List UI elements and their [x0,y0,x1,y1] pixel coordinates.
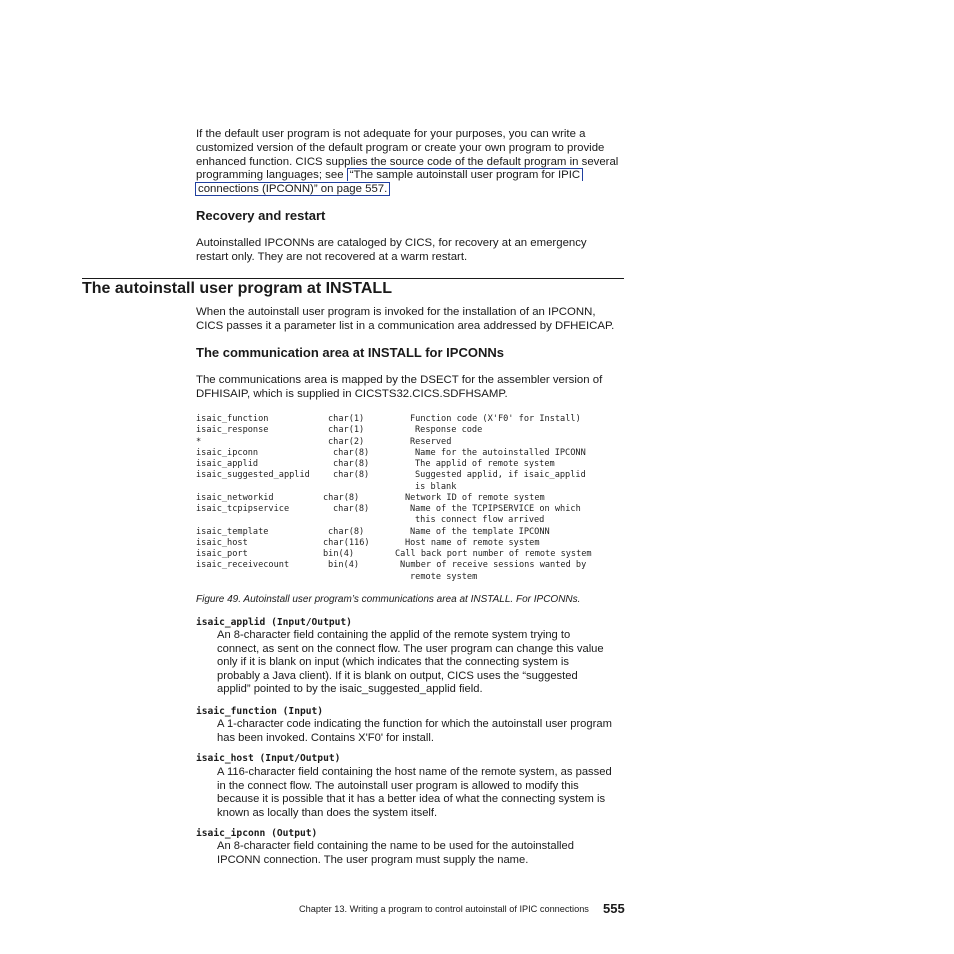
code-field-name: isaic_port [196,549,248,559]
code-field-name: isaic_function [196,414,269,424]
recovery-line: restart only. They are not recovered at a warm restart. [196,250,468,263]
code-field-type: char(116) [323,537,370,548]
commarea-line: DFHISAIP, which is supplied in CICSTS32.CICS.SDFHSAMP. [196,387,508,400]
install-line: When the autoinstall user program is invoked for the installation of an IPCONN, [196,306,596,318]
definition-line: known as locally than does the system itself. [217,806,438,819]
code-field-type: char(8) [333,504,370,514]
code-field-description: Name of the template IPCONN [410,526,550,537]
definition-term: isaic_applid (Input/Output) [196,617,352,628]
code-field-type: char(8) [333,447,370,458]
recovery-line: Autoinstalled IPCONNs are cataloged by CICS, for recovery at an emergency [196,237,587,249]
definition-line: connect, as sent on the connect flow. The user program can change this value [217,642,604,655]
definition-line: probably a Java client). If it is blank on output, CICS uses the “suggested [217,669,578,682]
definition-term: isaic_ipconn (Output) [196,828,318,839]
intro-line: enhanced function. CICS supplies the source code of the default program in several [196,155,619,168]
code-field-description: this connect flow arrived [415,515,545,526]
code-field-type: char(2) [328,436,365,447]
definition-term: isaic_function (Input) [196,706,324,717]
intro-line [196,183,626,197]
definition-line: has been invoked. Contains X'F0' for install. [217,731,434,744]
intro-line-prefix: programming languages; see [196,169,344,182]
definition-line: An 8-character field containing the name to be used for the autoinstalled [217,840,574,852]
code-field-description: Network ID of remote system [405,492,545,503]
figure-caption: Figure 49. Autoinstall user program’s communications area at INSTALL. For IPCONNs. [196,594,581,605]
code-field-description: Name of the TCPIPSERVICE on which [410,504,581,514]
code-field-type: bin(4) [323,549,355,559]
code-field-description: remote system [410,571,478,582]
definition-body [217,718,627,745]
code-field-name: isaic_receivecount [196,560,290,571]
intro-paragraph [196,128,626,197]
definition-line: applid” pointed to by the isaic_suggested_applid field. [217,683,483,696]
sample-program-link-continued[interactable]: connections (IPCONN)” on page 557. [195,182,390,196]
install-paragraph [196,306,626,334]
code-field-name: isaic_response [196,425,269,436]
code-field-description: is blank [415,481,457,492]
definition-line: A 1-character code indicating the function for which the autoinstall user program [217,718,612,730]
code-field-type: char(8) [333,459,370,469]
code-field-description: The applid of remote system [415,459,555,469]
install-section-heading: The autoinstall user program at INSTALL [82,280,392,297]
code-field-type: bin(4) [328,560,360,571]
recovery-heading: Recovery and restart [196,208,326,223]
code-field-description: Suggested applid, if isaic_applid [415,470,586,481]
code-field-description: Number of receive sessions wanted by [400,560,587,571]
code-field-name: isaic_ipconn [196,447,259,458]
code-field-type: char(8) [333,470,370,481]
intro-line [196,169,626,183]
definition-line: A 116-character field containing the host name of the remote system, as passed [217,766,612,778]
recovery-paragraph [196,237,626,265]
definition-body [217,629,627,697]
definition-line: IPCONN connection. The user program must supply the name. [217,853,529,866]
commarea-heading: The communication area at INSTALL for IPCONNs [196,345,504,360]
code-field-name: isaic_suggested_applid [196,470,310,481]
code-field-name: isaic_host [196,537,248,548]
code-field-type: char(8) [323,492,360,503]
sample-program-link[interactable]: “The sample autoinstall user program for IPIC [347,168,583,181]
definition-term: isaic_host (Input/Output) [196,753,341,764]
code-field-name: isaic_applid [196,459,259,469]
code-field-type: char(8) [328,526,365,537]
definition-line: only if it is blank on input (which indicates that the connecting system is [217,656,569,669]
code-field-description: Name for the autoinstalled IPCONN [415,447,586,458]
chapter-footer: Chapter 13. Writing a program to control autoinstall of IPIC connections [299,904,589,914]
page-number: 555 [603,901,625,916]
intro-line: customized version of the default program or create your own program to provide [196,141,605,154]
code-field-description: Reserved [410,436,452,447]
dsect-code-listing [196,414,626,586]
code-field-name: isaic_networkid [196,492,274,503]
install-line: CICS passes it a parameter list in a communication area addressed by DFHEICAP. [196,319,615,332]
definition-body [217,766,627,820]
code-field-name: isaic_tcpipservice [196,504,290,514]
code-field-description: Response code [415,425,483,436]
code-field-name: isaic_template [196,526,269,537]
definition-line: An 8-character field containing the applid of the remote system trying to [217,629,571,641]
code-field-description: Host name of remote system [405,537,540,548]
definition-body [217,840,627,867]
code-field-description: Call back port number of remote system [395,549,592,559]
code-field-type: char(1) [328,425,365,436]
definition-line: because it is possible that it has a better idea of what the connecting system is [217,793,606,806]
code-field-type: char(1) [328,414,365,424]
code-field-description: Function code (X'F0' for Install) [410,414,581,424]
intro-line: If the default user program is not adequate for your purposes, you can write a [196,128,586,140]
commarea-line: The communications area is mapped by the DSECT for the assembler version of [196,374,603,386]
code-field-name: * [196,436,202,447]
commarea-paragraph [196,374,626,402]
definition-line: in the connect flow. The autoinstall user program is allowed to modify this [217,779,579,792]
section-divider [82,278,624,279]
